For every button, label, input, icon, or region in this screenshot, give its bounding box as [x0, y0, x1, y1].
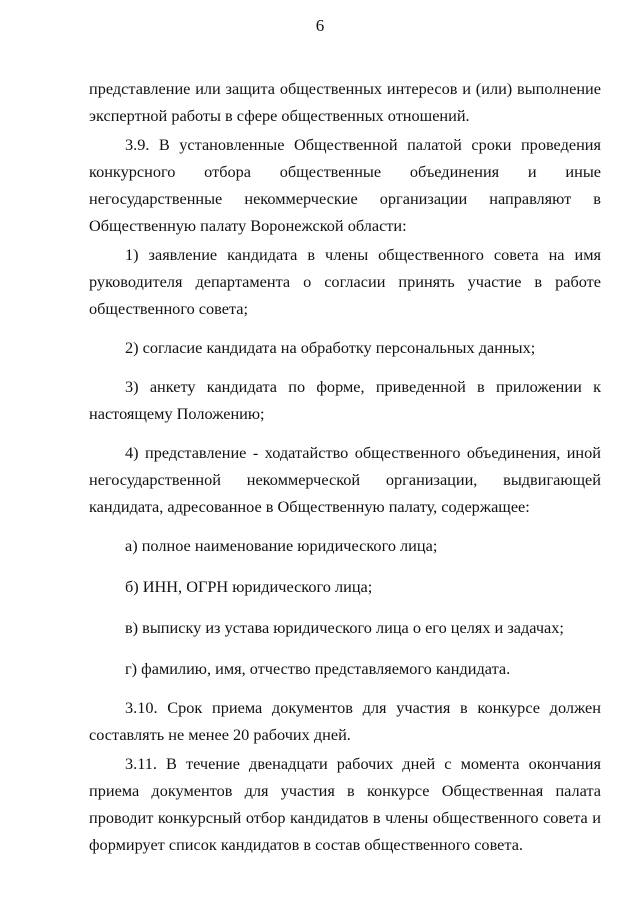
sub-item-v: в) выписку из устава юридического лица о его целях и задачах;: [125, 618, 564, 637]
list-item-3: 3) анкету кандидата по форме, приведенной в приложении к настоящему Положению;: [89, 377, 601, 423]
paragraph-3-9: 3.9. В установленные Общественной палатой сроки проведения конкурсного отбора общественные объединения и иные негосударственные некоммерческие организации направляют в Общественную палату Воронежской области:: [89, 135, 601, 235]
paragraph-3-10: 3.10. Срок приема документов для участия в конкурсе должен составлять не менее 20 рабочих дней.: [89, 698, 601, 744]
page-number: 6: [315, 16, 325, 35]
document-body: [89, 75, 601, 858]
sub-item-a: а) полное наименование юридического лица;: [125, 536, 438, 555]
sub-item-g: г) фамилию, имя, отчество представляемого кандидата.: [125, 659, 511, 678]
sub-item-b: б) ИНН, ОГРН юридического лица;: [125, 577, 373, 596]
paragraph-3-11: 3.11. В течение двенадцати рабочих дней с момента окончания приема документов для участия в конкурсе Общественная палата проводит конкурсный отбор кандидатов в члены общественного совета и формирует список кандидатов в состав общественного совета.: [89, 754, 601, 854]
list-item-2: 2) согласие кандидата на обработку персональных данных;: [125, 338, 536, 357]
list-item-1: 1) заявление кандидата в члены общественного совета на имя руководителя департамента о согласии принять участие в работе общественного совета;: [89, 245, 601, 318]
list-item-4: 4) представление - ходатайство общественного объединения, иной негосударственной некоммерческой организации, выдвигающей кандидата, адресованное в Общественную палату, содержащее:: [89, 443, 601, 516]
paragraph-continuation: представление или защита общественных интересов и (или) выполнение экспертной работы в сфере общественных отношений.: [89, 79, 601, 125]
